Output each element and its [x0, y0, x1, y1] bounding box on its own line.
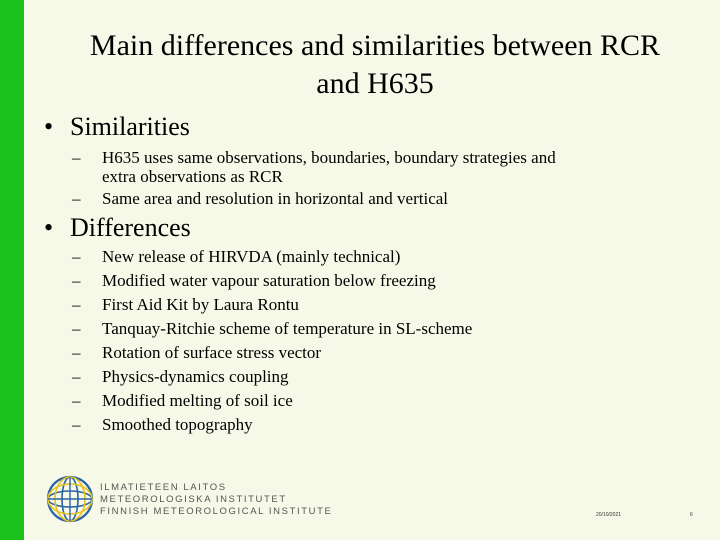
globe-icon: [46, 475, 94, 523]
sub-item-text: Rotation of surface stress vector: [102, 343, 322, 362]
fmi-globe-logo-icon: [46, 475, 94, 528]
dash-marker: –: [72, 295, 81, 314]
title-line-2: and H635: [316, 67, 434, 100]
dash-marker: –: [72, 415, 81, 434]
dash-marker: –: [72, 343, 81, 362]
sub-item-text: Smoothed topography: [102, 415, 253, 434]
footer-date: 20/10/2021: [596, 512, 622, 518]
bullet-dot: •: [44, 112, 54, 141]
dash-marker: –: [72, 367, 81, 386]
dash-marker: –: [72, 247, 81, 266]
dash-marker: –: [72, 391, 81, 410]
bullet-dot: •: [44, 213, 54, 242]
slide-title-continued: [30, 66, 720, 102]
logo-text-line: ILMATIETEEN LAITOS: [100, 482, 227, 493]
bullet-label: Differences: [70, 213, 191, 242]
dash-marker: –: [72, 271, 81, 290]
slide-title: [30, 28, 720, 64]
logo-text-line: METEOROLOGISKA INSTITUTET: [100, 494, 287, 505]
sub-item-text: H635 uses same observations, boundaries, boundary strategies and: [102, 148, 556, 167]
footer-page-number: 6: [690, 512, 693, 518]
title-line-1: Main differences and similarities between RCR: [89, 29, 661, 62]
sub-item-text: Modified water vapour saturation below freezing: [102, 271, 436, 290]
dash-marker: –: [72, 319, 81, 338]
dash-marker: –: [72, 189, 81, 208]
sub-item-text: New release of HIRVDA (mainly technical): [102, 247, 401, 266]
sub-item-text: First Aid Kit by Laura Rontu: [102, 295, 299, 314]
sub-item-text: Tanquay-Ritchie scheme of temperature in SL-scheme: [102, 319, 473, 338]
sub-item-text: Physics-dynamics coupling: [102, 367, 289, 386]
sub-item-text: extra observations as RCR: [102, 167, 283, 186]
sub-item-text: Same area and resolution in horizontal and vertical: [102, 189, 449, 208]
left-accent-bar: [0, 0, 24, 540]
logo-text-line: FINNISH METEOROLOGICAL INSTITUTE: [100, 506, 333, 517]
dash-marker: –: [72, 148, 81, 167]
bullet-label: Similarities: [70, 112, 190, 141]
sub-item-text: Modified melting of soil ice: [102, 391, 293, 410]
